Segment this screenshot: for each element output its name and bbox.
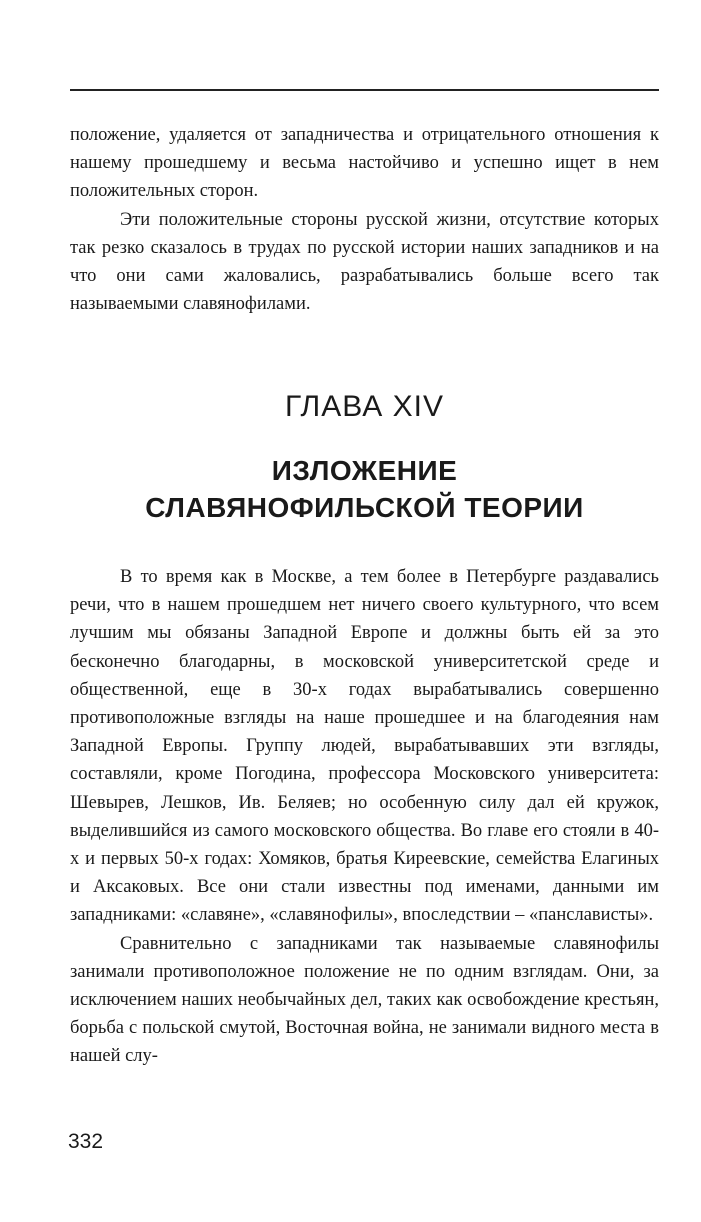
intro-text — [70, 121, 659, 318]
intro-paragraph-2: Эти положительные стороны русской жизни, отсутствие которых так резко сказалось в трудах по русской истории наших западников и на что они сами жаловались, разрабатывались больше всего так называемыми славянофилами. — [70, 209, 659, 315]
body-paragraph-2: Сравнительно с западниками так называемые славянофилы занимали противоположное положение не по одним взглядам. Они, за исключением наших необычайных дел, таких как освобождение крестьян, борьба с польской смутой, Восточная война, не занимали видного места в нашей слу- — [70, 933, 659, 1067]
chapter-title-line-1: ИЗЛОЖЕНИЕ — [271, 455, 458, 486]
intro-paragraph-1: положение, удаляется от западничества и отрицательного отношения к нашему прошедшему и весьма настойчиво и успешно ищет в нем положительных сторон. — [70, 125, 659, 202]
header-rule — [70, 89, 659, 91]
chapter-body-text — [70, 563, 659, 1071]
chapter-title — [70, 452, 659, 526]
body-paragraph-1: В то время как в Москве, а тем более в Петербурге раздавались речи, что в нашем прошедшем нет ничего своего культурного, что всем лучшим мы обязаны Западной Европе и должны быть ей за это бесконечно благодарны, в московской университетской среде и общественной, еще в 30-х годах вырабатывались совершенно противоположные взгляды на наше прошедшее и на благодеяния нам Западной Европы. Группу людей, вырабатывавших эти взгляды, составляли, кроме Погодина, профессора Московского университета: Шевырев, Лешков, Ив. Беляев; но особенную силу дал ей кружок, выделившийся из самого московского общества. Во главе его стояли в 40-х и первых 50-х годах: Хомяков, братья Киреевские, семейства Елагиных и Аксаковых. Все они стали известны под именами, данными им западниками: «славяне», «славянофилы», впоследствии – «панслависты». — [70, 567, 659, 926]
page-number: 332 — [68, 1130, 104, 1153]
chapter-title-line-2: СЛАВЯНОФИЛЬСКОЙ ТЕОРИИ — [145, 492, 584, 523]
chapter-number: ГЛАВА XIV — [285, 390, 444, 423]
